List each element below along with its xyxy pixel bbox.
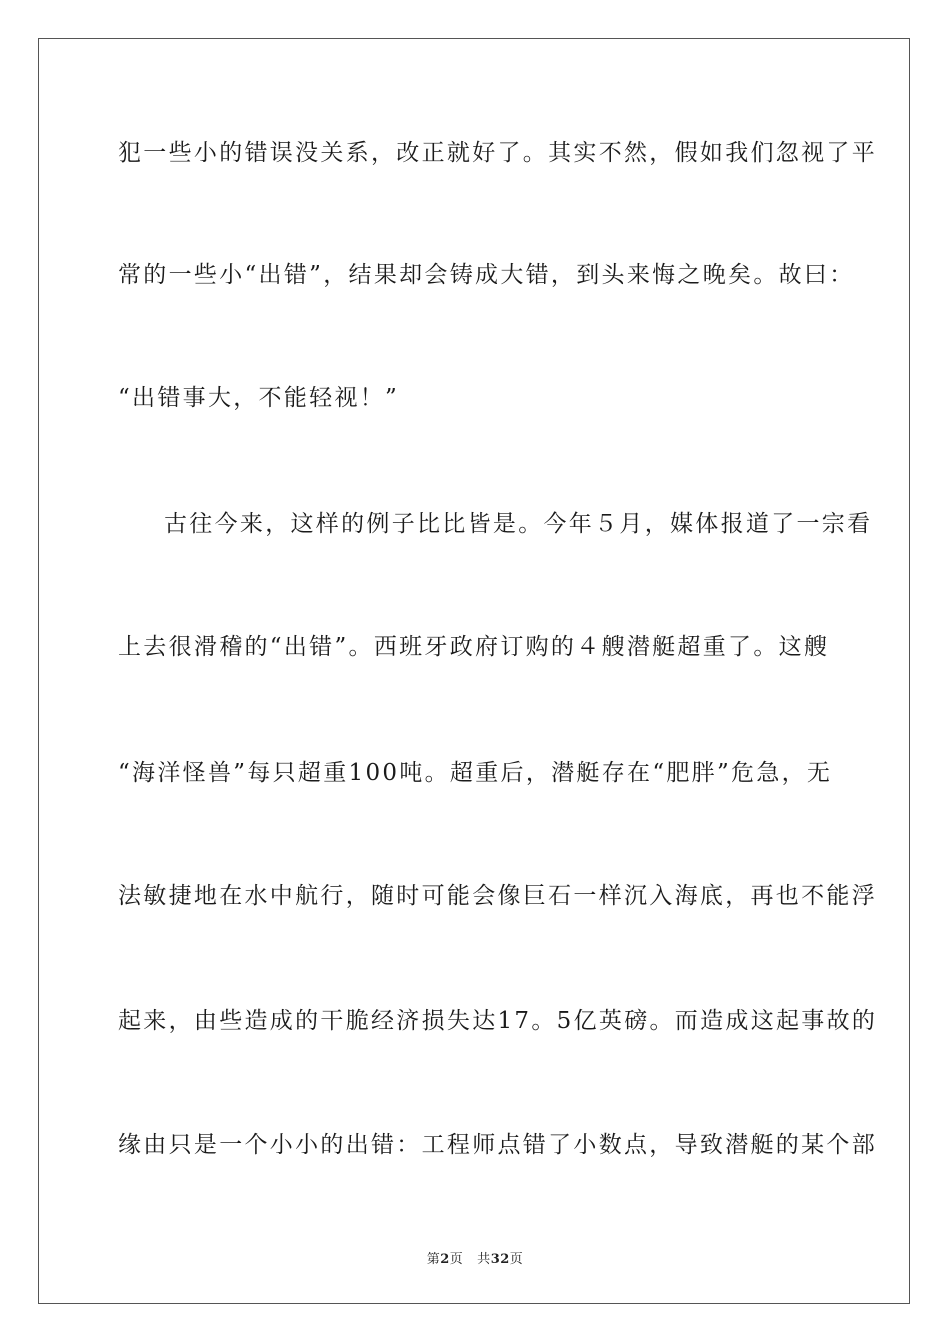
body-text-line-indented: 古往今来，这样的例子比比皆是。今年５月，媒体报道了一宗看 bbox=[164, 511, 873, 537]
body-text-line: 法敏捷地在水中航行，随时可能会像巨石一样沉入海底，再也不能浮 bbox=[118, 883, 877, 909]
footer-total-pages: 32 bbox=[490, 1252, 510, 1267]
body-text-line: 上去很滑稽的“出错”。西班牙政府订购的４艘潜艇超重了。这艘 bbox=[118, 634, 830, 660]
body-text-line: “出错事大，不能轻视！” bbox=[118, 385, 400, 411]
body-text-line: 起来，由些造成的干脆经济损失达17。5亿英磅。而造成这起事故的 bbox=[118, 1008, 878, 1034]
body-text-line: 常的一些小“出错”，结果却会铸成大错，到头来悔之晚矣。故曰： bbox=[118, 262, 855, 288]
body-text-line: “海洋怪兽”每只超重100吨。超重后，潜艇存在“肥胖”危急，无 bbox=[118, 760, 833, 786]
footer-page-number: 2 bbox=[440, 1252, 450, 1267]
body-text-line: 犯一些小的错误没关系，改正就好了。其实不然，假如我们忽视了平 bbox=[118, 140, 877, 166]
page-footer bbox=[0, 1248, 950, 1267]
footer-page-suffix: 页 bbox=[449, 1252, 464, 1267]
footer-total-suffix: 页 bbox=[509, 1252, 524, 1267]
footer-page-prefix: 第 bbox=[426, 1252, 441, 1267]
footer-total-prefix: 共 bbox=[477, 1252, 491, 1267]
page-frame bbox=[38, 38, 910, 1304]
body-text-line: 缘由只是一个小小的出错：工程师点错了小数点，导致潜艇的某个部 bbox=[118, 1132, 877, 1158]
